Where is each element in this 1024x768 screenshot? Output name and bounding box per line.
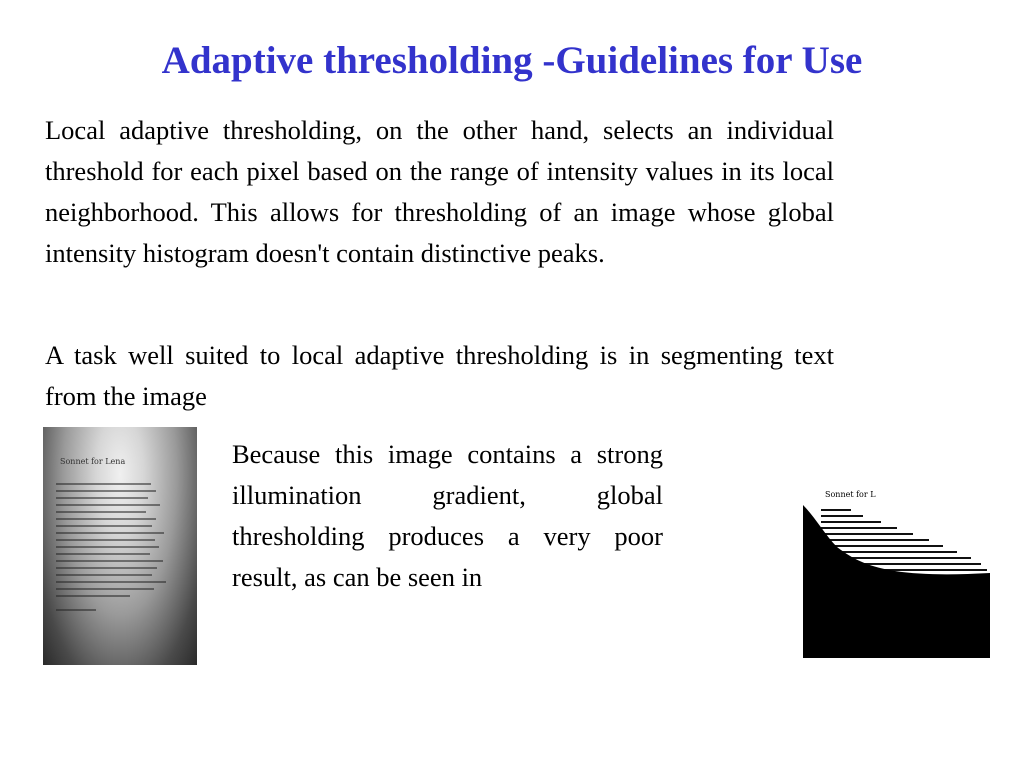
paragraph-local-adaptive: Local adaptive thresholding, on the other hand, selects an individual threshold for each pixel based on the range of intensity values in its local neighborhood. This allows for thresholding of an image whose global intensity histogram doesn't contain distinctive peaks. (45, 115, 834, 268)
thresholded-image-heading: Sonnet for L (825, 490, 876, 499)
slide-title: Adaptive thresholding -Guidelines for Use (161, 39, 863, 82)
original-text-image (43, 427, 197, 665)
illumination-gradient-text: Because this image contains a strong illumination gradient, global thresholding produces a very poor result, as can be seen in (232, 439, 663, 592)
paragraph-task: A task well suited to local adaptive thresholding is in segmenting text from the image (45, 340, 834, 411)
original-image-heading: Sonnet for Lena (60, 457, 126, 466)
dark-threshold-region (803, 487, 990, 658)
global-threshold-result-image (803, 487, 990, 658)
